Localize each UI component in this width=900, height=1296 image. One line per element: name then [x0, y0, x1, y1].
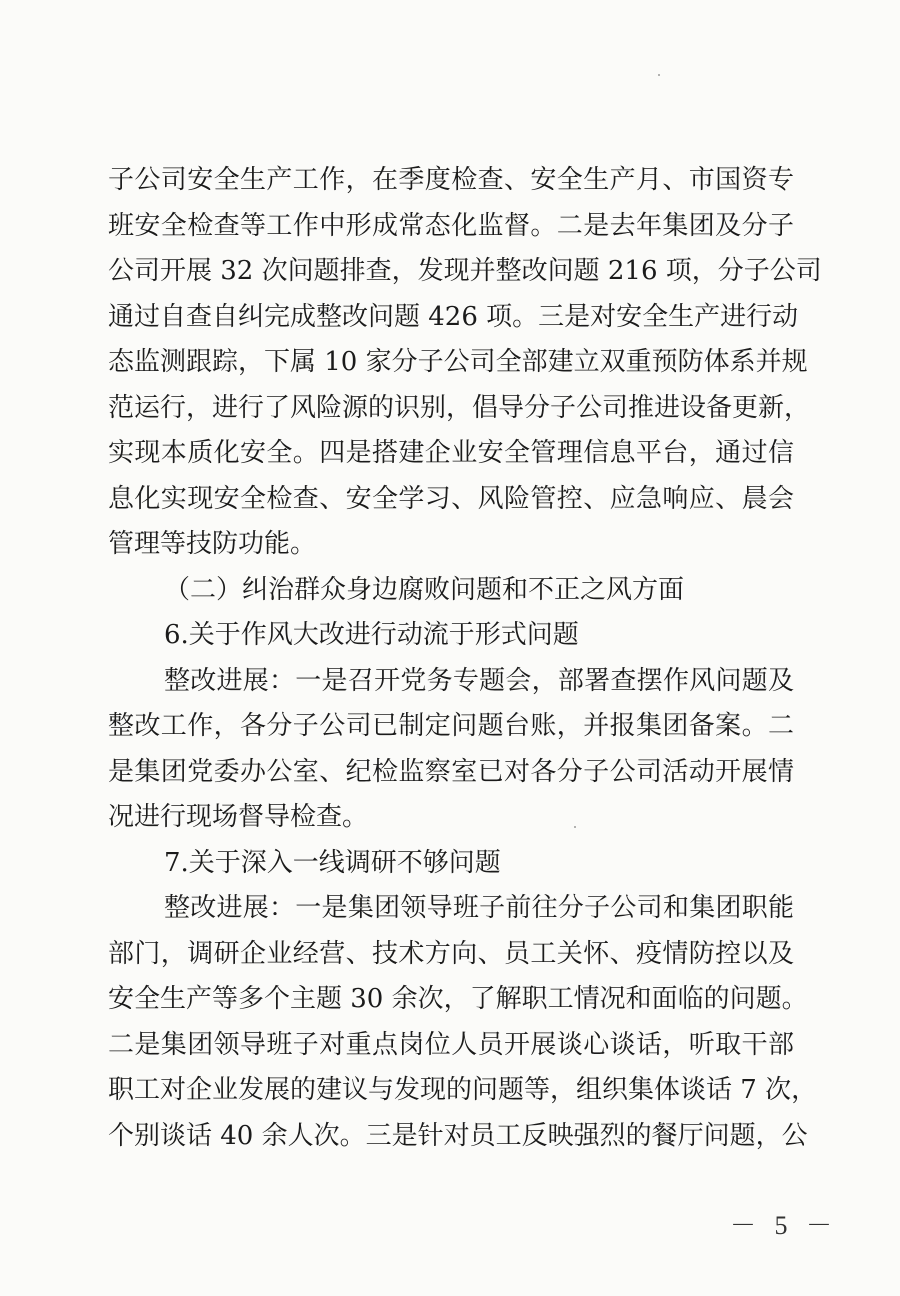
scan-speck	[574, 826, 576, 828]
text-line: 通过自查自纠完成整改问题 426 项。三是对安全生产进行动	[108, 301, 799, 332]
text-line: 整改进展：一是召开党务专题会，部署查摆作风问题及	[164, 665, 794, 696]
document-body	[108, 158, 822, 1159]
text-line: 安全生产等多个主题 30 余次，了解职工情况和面临的问题。	[108, 984, 808, 1014]
item-7-title: 7.关于深入一线调研不够问题	[164, 847, 501, 878]
text-line: 实现本质化安全。四是搭建企业安全管理信息平台，通过信	[108, 438, 794, 468]
text-line: 部门，调研企业经营、技术方向、员工关怀、疫情防控以及	[108, 938, 794, 969]
paragraph-item-6-progress	[108, 659, 794, 841]
scan-speck	[658, 74, 660, 76]
item-6-title: 6.关于作风大改进行动流于形式问题	[164, 620, 579, 650]
text-line: 息化实现安全检查、安全学习、风险管控、应急响应、晨会	[108, 483, 794, 514]
text-line: 管理等技防功能。	[108, 529, 317, 559]
section-heading: （二）纠治群众身边腐败问题和不正之风方面	[164, 574, 685, 605]
text-line: 二是集团领导班子对重点岗位人员开展谈心谈话，听取干部	[108, 1029, 794, 1060]
text-line: 态监测跟踪，下属 10 家分子公司全部建立双重预防体系并规	[108, 347, 808, 377]
text-line: 范运行，进行了风险源的识别，倡导分子公司推进设备更新，	[108, 392, 811, 423]
text-line: 整改工作，各分子公司已制定问题台账，并报集团备案。二	[108, 711, 794, 741]
text-line: 是集团党委办公室、纪检监察室已对各分子公司活动开展情	[108, 756, 794, 787]
paragraph-item-7-progress	[108, 886, 818, 1159]
text-line: 整改进展：一是集团领导班子前往分子公司和集团职能	[164, 893, 794, 923]
text-line: 班安全检查等工作中形成常态化监督。二是去年集团及分子	[108, 210, 794, 241]
text-line: 个别谈话 40 余人次。三是针对员工反映强烈的餐厅问题，公	[108, 1120, 808, 1151]
page-number: － 5 －	[730, 1211, 839, 1240]
text-line: 职工对企业发展的建议与发现的问题等，组织集体谈话 7 次，	[108, 1075, 818, 1105]
text-line: 子公司安全生产工作，在季度检查、安全生产月、市国资专	[108, 165, 794, 195]
text-line: 况进行现场督导检查。	[108, 802, 369, 832]
paragraph-safety-production	[108, 158, 822, 568]
text-line: 公司开展 32 次问题排查，发现并整改问题 216 项，分子公司	[108, 256, 822, 286]
